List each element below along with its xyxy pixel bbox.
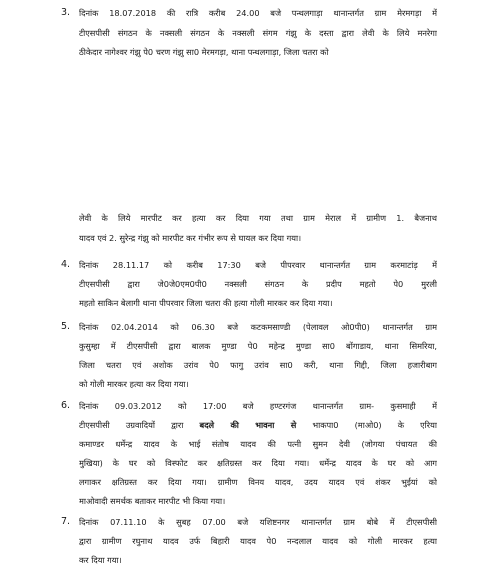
item-number: 7. [61, 516, 71, 527]
item-line: कर दिया गया। [79, 555, 122, 565]
item-line: टीएसपीसी संगठन के नक्सली संगठन के नक्सली संगम गंझु के दस्ता द्वारा लेवी के लिये मनरेगा [79, 28, 437, 38]
item-line: यादव एवं 2. सुरेन्द्र गंझु को मारपीट कर गंभीर रूप से घायल कर दिया गया। [79, 233, 302, 243]
item-number: 6. [61, 400, 71, 411]
item-line: टीएसपीसी द्वारा जे0जे0एम0पी0 नक्सली संगठन के प्रदीप महतो पे0 मुरली [79, 279, 437, 289]
item-line: को गोली मारकर हत्या कर दिया गया। [79, 379, 189, 389]
item-line: टीएसपीसी उग्रवादियों द्वारा बदले की भावना से भाकपा0 (माओ0) के एरिया [79, 420, 437, 430]
item-number: 5. [61, 321, 71, 332]
item-number: 4. [61, 259, 71, 270]
item-line: लेवी के लिये मारपीट कर हत्या कर दिया गया तथा ग्राम मेराल में ग्रामीण 1. बैजनाथ [79, 213, 437, 223]
item-line: दिनांक 28.11.17 को करीब 17:30 बजे पीपरवार थानान्तर्गत ग्राम करमाटांड़ में [79, 260, 437, 270]
item-line: मुखिया) के घर को विस्फोट कर क्षतिग्रस्त कर दिया गया। धर्मेन्द्र यादव के घर को आग [79, 458, 437, 468]
item-line: ठीकेदार नागेश्वर गंझु पे0 चरण गंझु सा0 मेरमगड़ा, थाना पन्थलगाड़ा, जिला चतरा को [79, 47, 329, 57]
item-line: दिनांक 18.07.2018 की रात्रि करीब 24.00 बजे पन्थलगाड़ा थानान्तर्गत ग्राम मेरमगड़ा में [79, 8, 437, 18]
item-line: कुसुम्हा में टीएसपीसी द्वारा बालक मुण्डा पे0 महेन्द्र मुण्डा सा0 बोंगाडाय, थाना सिमरिया, [79, 341, 437, 351]
item-line: लगाकर क्षतिग्रस्त कर दिया गया। ग्रामीण विनय यादव, उदय यादव एवं शंकर भुईयां को [79, 477, 437, 487]
item-line: माओवादी समर्थक बताकर मारपीट भी किया गया। [79, 496, 226, 506]
item-line: दिनांक 02.04.2014 को 06.30 बजे कटकमसाण्डी (पेलावल ओ0पी0) थानान्तर्गत ग्राम [79, 322, 437, 332]
item-line: दिनांक 09.03.2012 को 17:00 बजे हण्टरगंज थानान्तर्गत ग्राम- कुसमाही में [79, 401, 437, 411]
item-line: द्वारा ग्रामीण रघुनाथ यादव उर्फ बिहारी यादव पे0 नन्दलाल यादव को गोली मारकर हत्या [79, 536, 437, 546]
item-line: महतो साकिन बेलागी थाना पीपरवार जिला चतरा की हत्या गोली मारकर कर दिया गया। [79, 298, 333, 308]
item-line: जिला चतरा एवं अशोक उरांव पे0 फागु उरांव सा0 करी, थाना गिद्दी, जिला हजारीबाग [79, 360, 437, 370]
item-line: कमाण्डर धर्मेन्द्र यादव के भाई संतोष यादव की पत्नी सुमन देवी (जोगया पंचायत की [79, 439, 437, 449]
item-line: दिनांक 07.11.10 के सुबह 07.00 बजे यशिष्टनगर थानान्तर्गत ग्राम बोबे में टीएसपीसी [79, 517, 437, 527]
item-number: 3. [61, 7, 71, 18]
